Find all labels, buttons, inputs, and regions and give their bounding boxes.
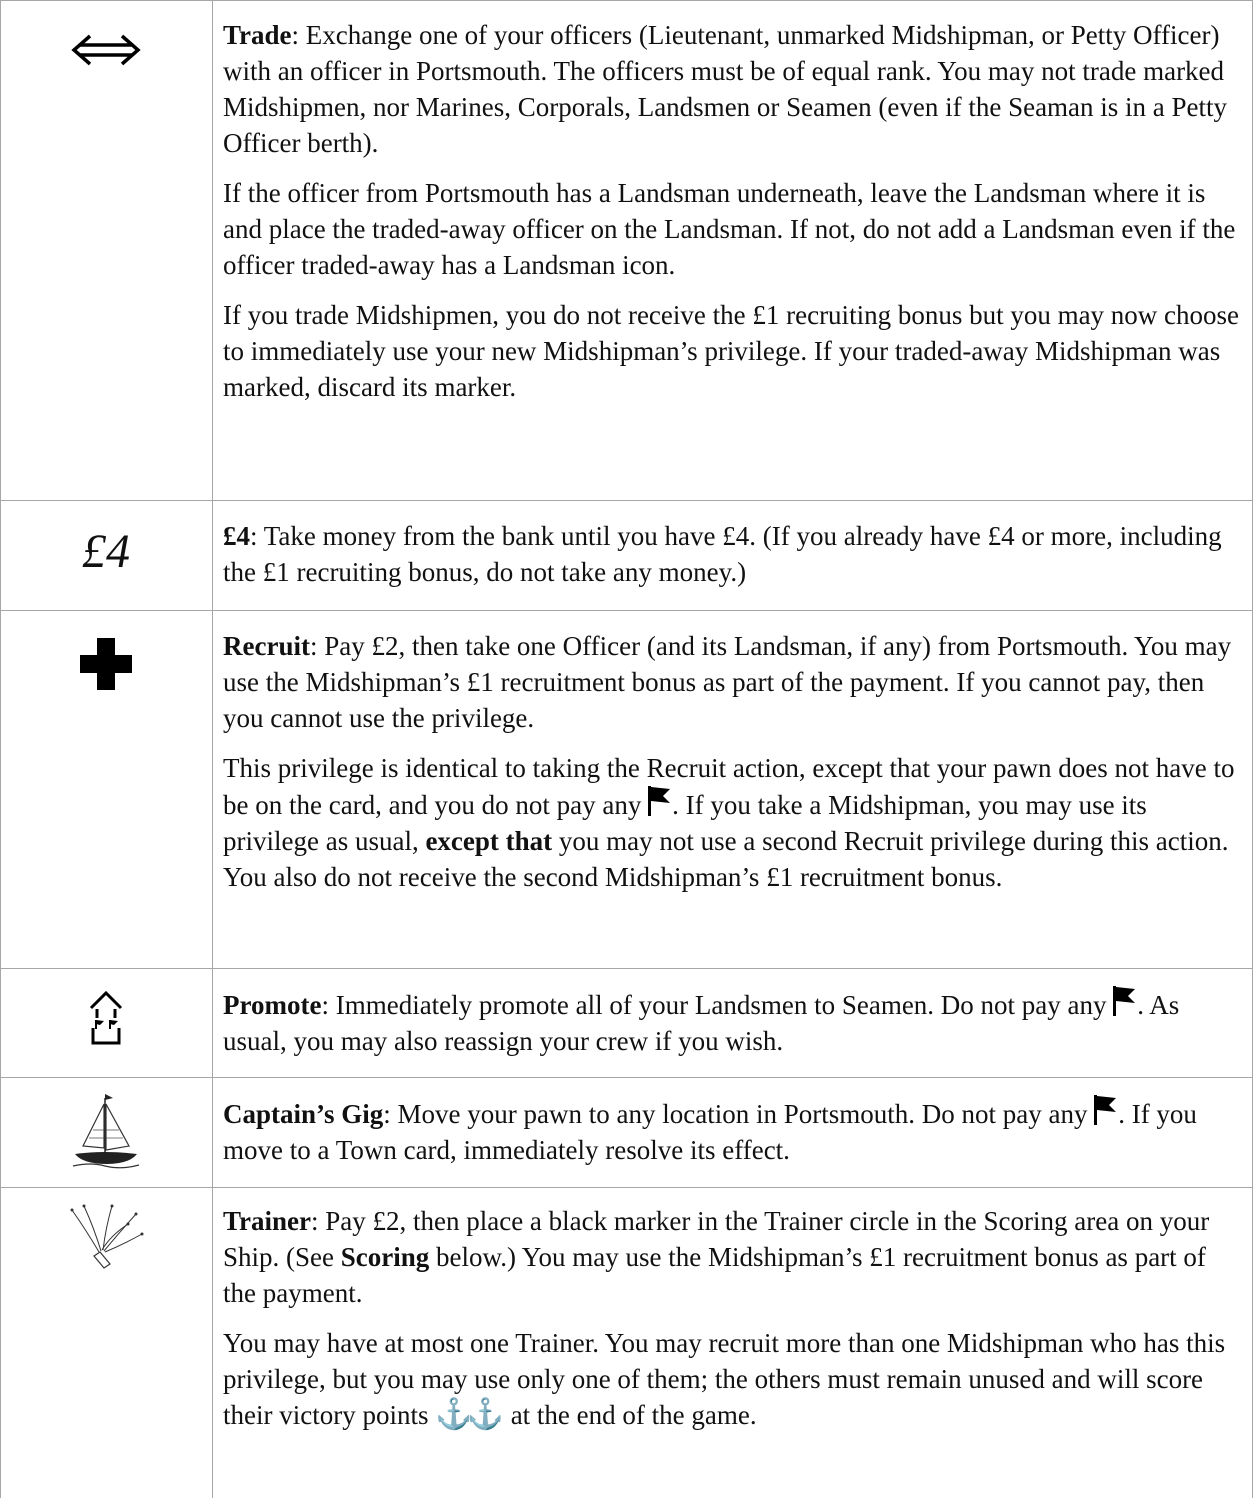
recruit-row-icon-cell (0, 638, 212, 690)
trade-row-icon-cell (0, 30, 212, 70)
gig-desc: . If you move to a Town card, immediately resolve its effect. (223, 1099, 1197, 1165)
money-paragraph-1 (223, 518, 1245, 590)
trade-title: Trade (223, 20, 292, 50)
money-row-text (223, 518, 1245, 604)
trade-paragraph-3: If you trade Midshipmen, you do not receive the £1 recruiting bonus but you may now choose to immediately use your new Midshipman’s privilege. If your traded-away Midshipman was marked, discard its marker. (223, 300, 1240, 402)
promote-row-text (223, 986, 1245, 1073)
flag-icon (1113, 986, 1137, 1016)
trade-row-text (223, 17, 1245, 419)
promote-desc: . As usual, you may also reassign your crew if you wish. (223, 990, 1180, 1056)
anchor-icon: ⚓⚓ (435, 1398, 498, 1431)
row-divider (0, 0, 1253, 1)
recruit-title: Recruit (223, 631, 310, 661)
trainer-paragraph-2 (223, 1325, 1245, 1433)
trainer-desc: below.) You may use the Midshipman’s £1 recruitment bonus as part of the payment. (223, 1242, 1206, 1308)
recruit-p2-text: This privilege is identical to taking the Recruit action, except that your pawn does not have to be on the card, and you do not pay any (223, 753, 1235, 820)
promote-title: Promote (223, 990, 322, 1020)
trainer-desc: : Pay £2, then place a black marker in the Trainer circle in the Scoring area on your Ship. (See (223, 1206, 1210, 1272)
four-pounds-icon: £4 (82, 525, 130, 578)
trade-paragraph-2: If the officer from Portsmouth has a Landsman underneath, leave the Landsman where it is and place the traded-away officer on the Landsman. If not, do not add a Landsman even if the officer traded-away has a Landsman icon. (223, 178, 1236, 280)
recruit-except-that: except that (425, 826, 553, 856)
promote-desc: : Immediately promote all of your Landsmen to Seamen. Do not pay any (321, 990, 1114, 1020)
recruit-p2-text: . If you take a Midshipman, you may use its privilege as usual, (223, 790, 1147, 856)
trainer-p2-text: at the end of the game. (503, 1400, 757, 1430)
money-desc: : Take money from the bank until you have £4. (If you already have £4 or more, including the £1 recruiting bonus, do not take any money.) (223, 521, 1222, 587)
whip-icon (66, 1200, 146, 1272)
flag-icon (1094, 1095, 1118, 1125)
promote-row-icon-cell (0, 990, 212, 1046)
money-row-icon-cell (0, 522, 212, 582)
gig-paragraph-1 (223, 1095, 1245, 1168)
promote-paragraph-1 (223, 986, 1245, 1059)
trainer-row-icon-cell (0, 1200, 212, 1272)
gig-row-text (223, 1095, 1245, 1182)
gig-row-icon-cell (0, 1090, 212, 1170)
trainer-scoring-ref: Scoring (340, 1242, 430, 1272)
promote-arrow-icon (88, 990, 124, 1046)
recruit-row-text (223, 628, 1245, 909)
trainer-title: Trainer (223, 1206, 311, 1236)
money-title: £4 (223, 521, 250, 551)
recruit-paragraph-1 (223, 628, 1245, 736)
gig-title: Captain’s Gig (223, 1099, 384, 1129)
recruit-paragraph-2 (223, 750, 1245, 895)
row-divider (0, 1187, 1253, 1188)
trainer-row-text (223, 1203, 1245, 1447)
plus-cross-icon (80, 638, 132, 690)
row-divider (0, 1077, 1253, 1078)
gig-desc: : Move your pawn to any location in Portsmouth. Do not pay any (383, 1099, 1095, 1129)
left-right-arrow-icon (70, 30, 142, 70)
table-border-left (0, 0, 1, 1498)
trade-paragraph-1 (223, 17, 1245, 161)
trainer-paragraph-1 (223, 1203, 1245, 1311)
sailboat-icon (71, 1090, 141, 1170)
flag-icon (648, 786, 672, 816)
recruit-desc: : Pay £2, then take one Officer (and its Landsman, if any) from Portsmouth. You may use the Midshipman’s £1 recruitment bonus as part of the payment. If you cannot pay, then you cannot use the privilege. (223, 631, 1232, 733)
trade-desc: : Exchange one of your officers (Lieutenant, unmarked Midshipman, or Petty Officer) with an officer in Portsmouth. The officers must be of equal rank. You may not trade marked Midshipmen, nor Marines, Corporals, Landsmen or Seamen (even if the Seaman is in a Petty Officer berth). (223, 20, 1228, 158)
trainer-p2-text: You may have at most one Trainer. You may recruit more than one Midshipman who has this privilege, but you may use only one of them; the others must remain unused and will score their victory points (223, 1328, 1226, 1430)
row-divider (0, 500, 1253, 501)
row-divider (0, 610, 1253, 611)
row-divider (0, 968, 1253, 969)
column-divider (212, 0, 213, 1498)
recruit-p2-text: you may not use a second Recruit privilege during this action. You also do not receive the second Midshipman’s £1 recruitment bonus. (223, 826, 1229, 892)
